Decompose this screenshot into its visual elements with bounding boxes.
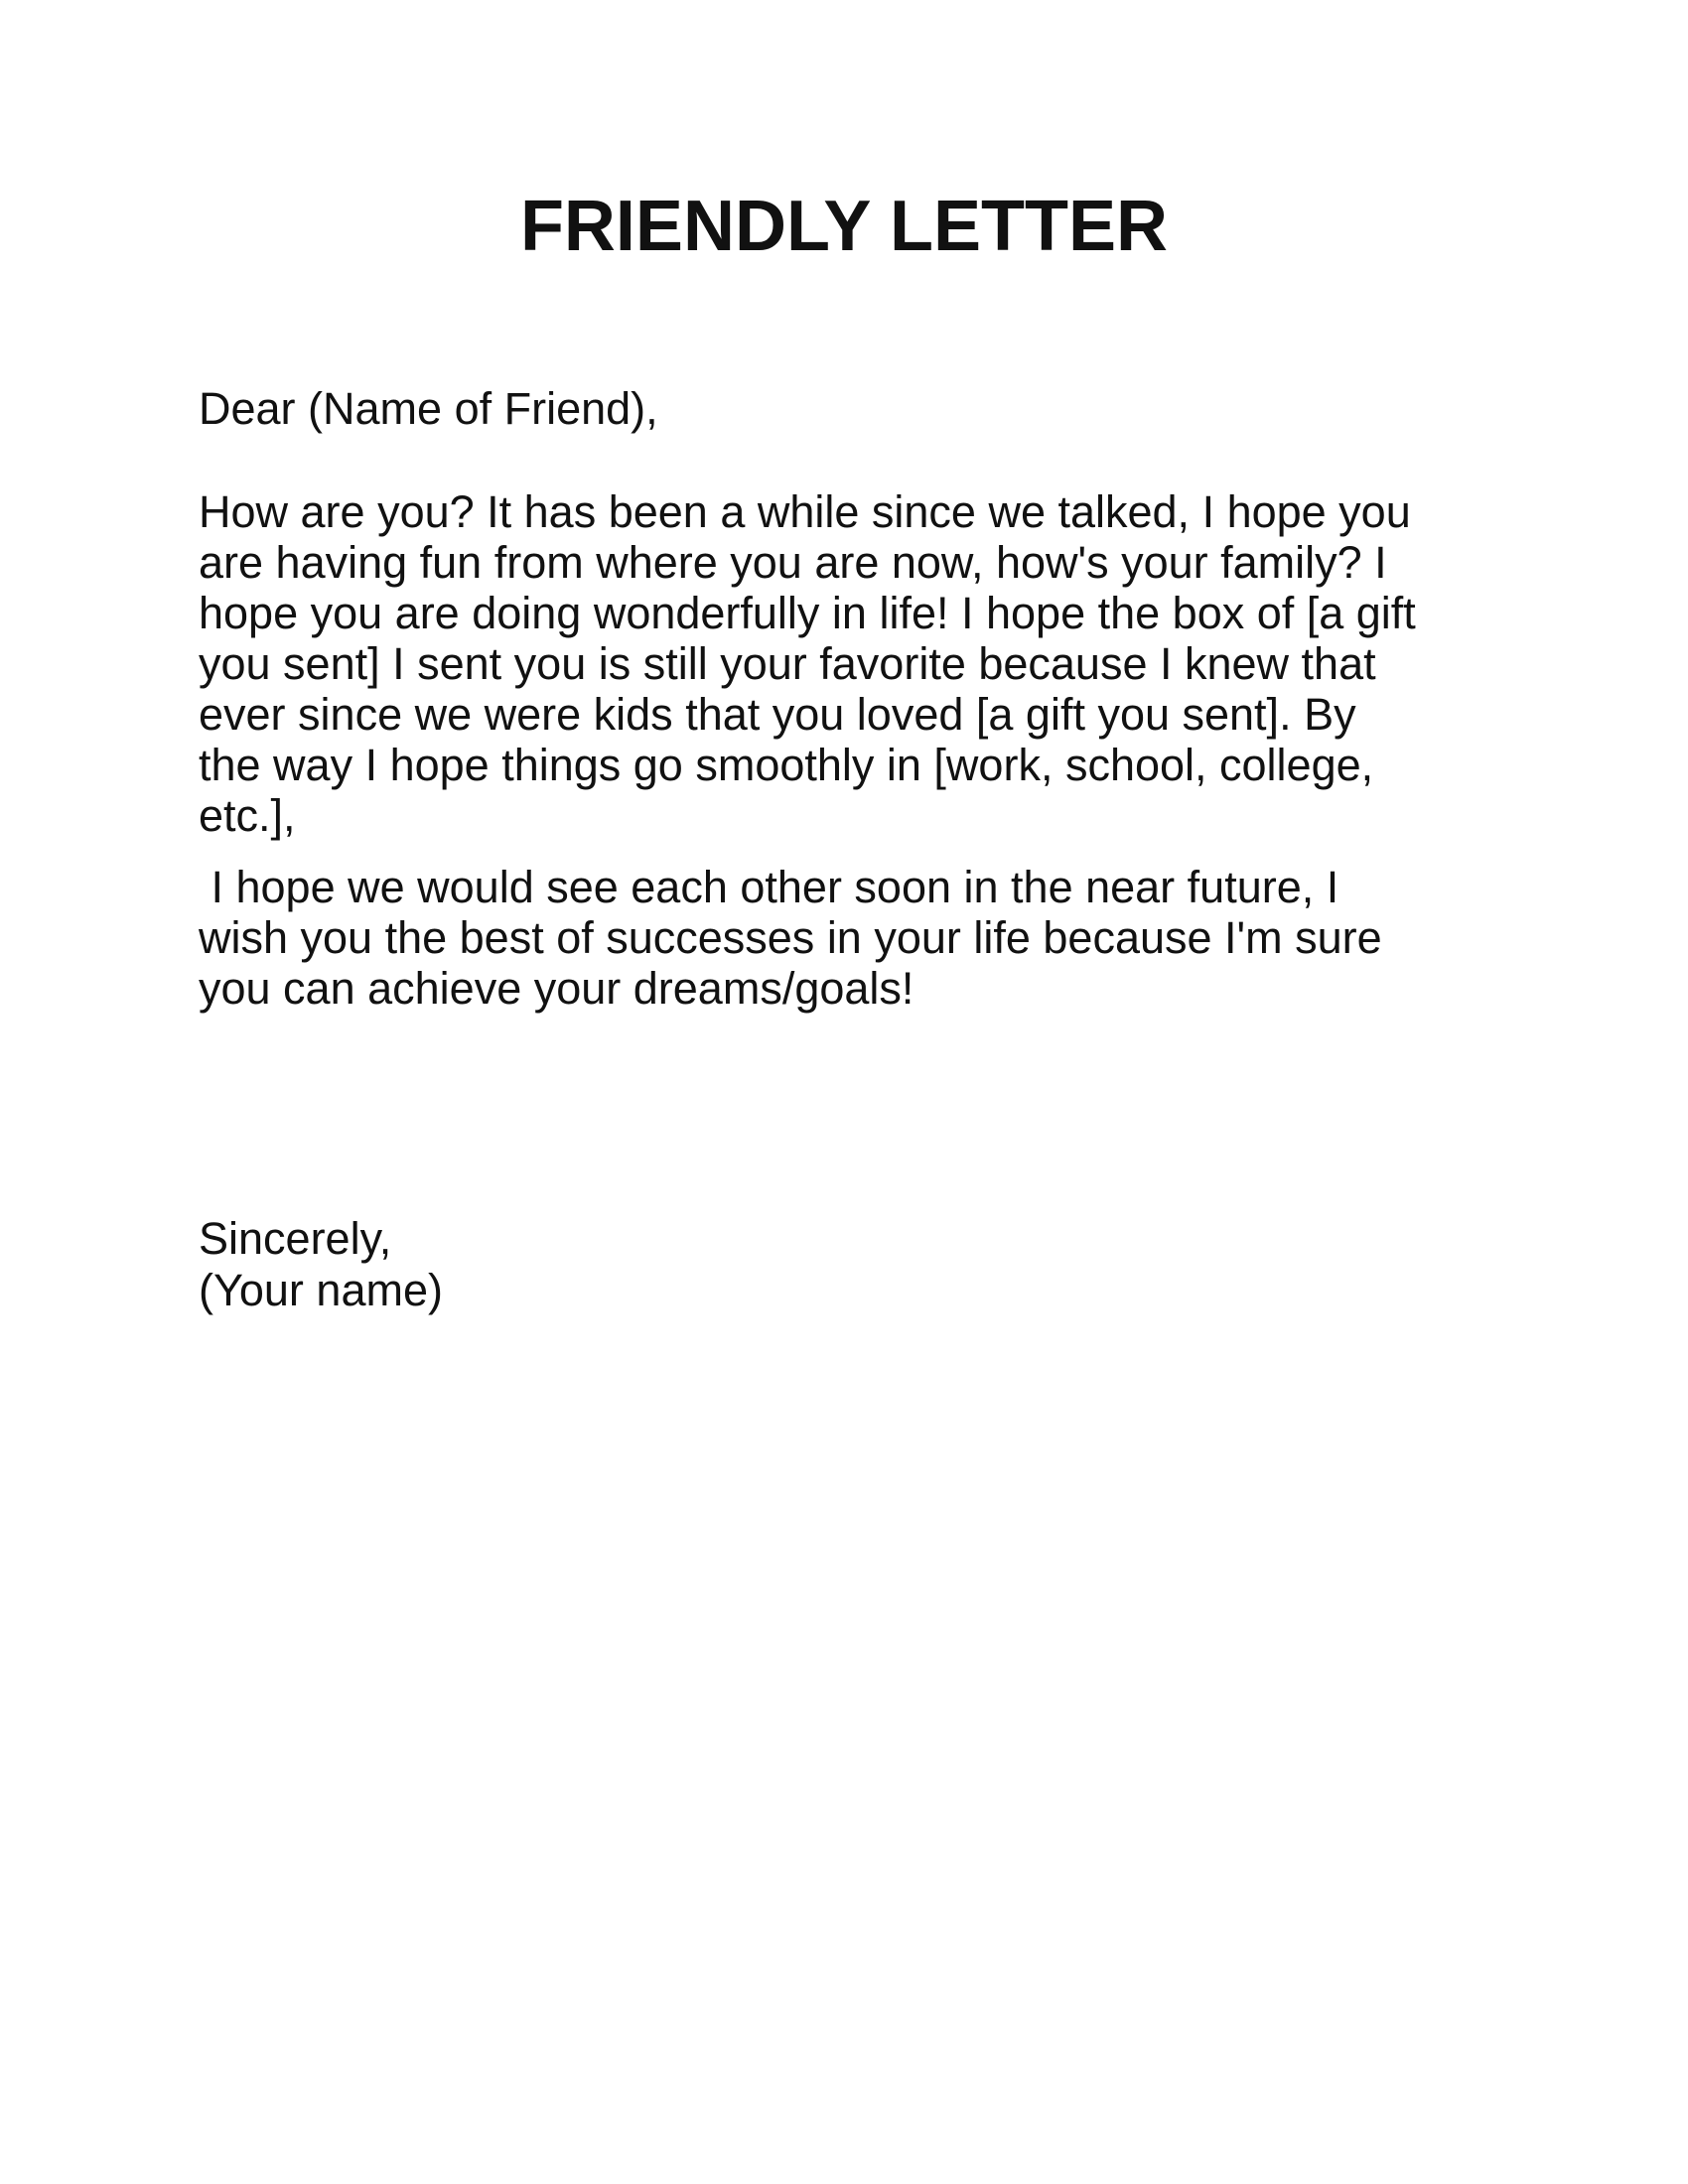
- closing-signature: (Your name): [199, 1265, 443, 1315]
- paragraph-line: you can achieve your dreams/goals!: [199, 963, 914, 1014]
- paragraph-line: hope you are doing wonderfully in life! I hope the box of [a gift: [199, 588, 1416, 638]
- paragraph-line: ever since we were kids that you loved [a gift you sent]. By: [199, 689, 1356, 740]
- paragraph-line: How are you? It has been a while since we talked, I hope you: [199, 486, 1411, 537]
- paragraph-line: etc.],: [199, 790, 296, 841]
- paragraph-line: the way I hope things go smoothly in [work, school, college,: [199, 740, 1374, 790]
- paragraph-line: are having fun from where you are now, how's your family? I: [199, 537, 1387, 588]
- letter-body-paragraph-2: [199, 862, 1489, 1014]
- letter-greeting: Dear (Name of Friend),: [199, 383, 658, 434]
- paragraph-line: wish you the best of successes in your life because I'm sure: [199, 912, 1382, 963]
- letter-closing: [199, 1213, 443, 1316]
- letter-body-paragraph-1: [199, 486, 1489, 841]
- page-title: FRIENDLY LETTER: [519, 187, 1169, 266]
- paragraph-line: you sent] I sent you is still your favorite because I knew that: [199, 638, 1376, 689]
- closing-valediction: Sincerely,: [199, 1213, 392, 1264]
- paragraph-line: I hope we would see each other soon in the near future, I: [199, 862, 1339, 912]
